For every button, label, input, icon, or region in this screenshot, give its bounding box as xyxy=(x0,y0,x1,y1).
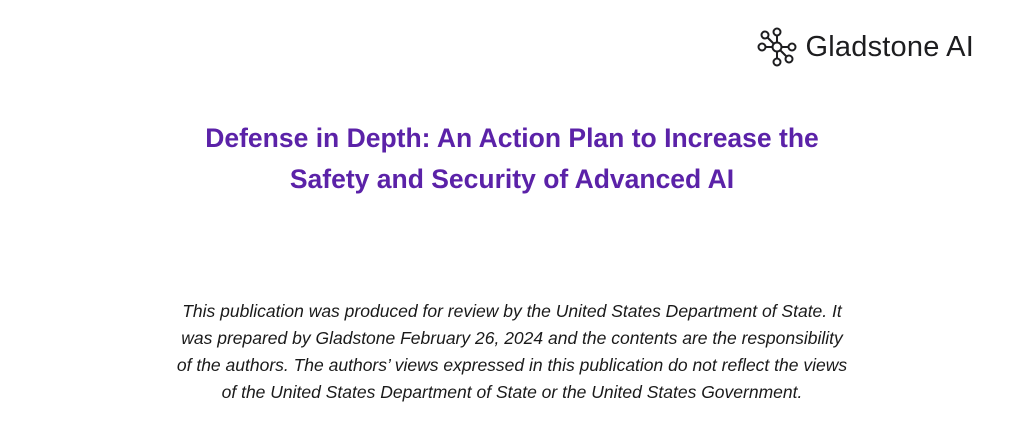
network-nodes-icon xyxy=(756,26,798,68)
disclaimer-line-4: of the United States Department of State or the United States Government. xyxy=(221,382,803,402)
disclaimer-line-2: was prepared by Gladstone February 26, 2024 and the contents are the responsibility xyxy=(181,328,843,348)
disclaimer-line-3: of the authors. The authors’ views expressed in this publication do not reflect the views xyxy=(176,355,848,375)
gladstone-logo xyxy=(756,26,974,68)
title-line-1: Defense in Depth: An Action Plan to Increase the xyxy=(205,123,819,153)
disclaimer-paragraph xyxy=(0,298,1024,406)
document-title xyxy=(0,118,1024,200)
title-line-2: Safety and Security of Advanced AI xyxy=(289,164,735,194)
logo-text: Gladstone AI xyxy=(805,30,974,63)
disclaimer-line-1: This publication was produced for review by the United States Department of State. It xyxy=(182,301,842,321)
